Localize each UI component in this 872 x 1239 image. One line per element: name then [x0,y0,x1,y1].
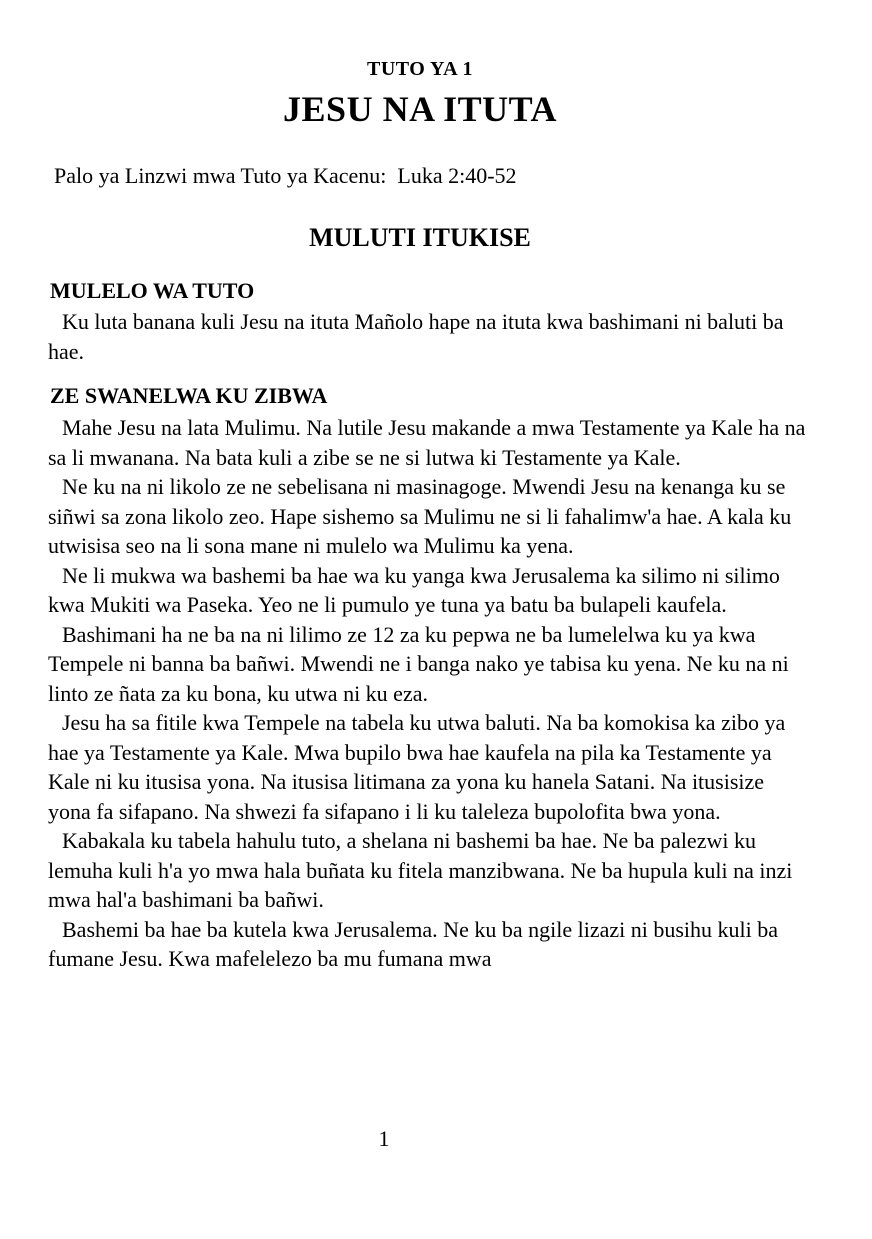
background-heading: ZE SWANELWA KU ZIBWA [50,383,328,408]
body-paragraph: Ne li mukwa wa bashemi ba hae wa ku yanga kwa Jerusalema ka silimo ni silimo kwa Mukiti wa Paseka. Yeo ne li pumulo ye tuna ya batu ba bulapeli kaufela. [48,562,780,617]
reading-reference: Palo ya Linzwi mwa Tuto ya Kacenu: Luka 2:40-52 [54,163,517,188]
aim-section [48,307,808,366]
body-paragraph: Bashimani ha ne ba na ni lilimo ze 12 za ku pepwa ne ba lumelelwa ku ya kwa Tempele ni banna ba bañwi. Mwendi ne i banga nako ye tabisa ku yena. Ne ku na ni linto ze ñata za ku bona, ku utwa ni ku eza. [48,621,789,706]
body-paragraph: Jesu ha sa fitile kwa Tempele na tabela ku utwa baluti. Na ba komokisa ka zibo ya hae ya Testamente ya Kale. Mwa bupilo bwa hae kaufela na pila ka Testamente ya Kale ni ku itusisa yona. Na itusisa litimana za yona ku hanela Satani. Na itusisize yona fa sifapano. Na shwezi fa sifapano i li ku taleleza bupolofita bwa yona. [48,710,786,824]
body-paragraph: Ne ku na ni likolo ze ne sebelisana ni masinagoge. Mwendi Jesu na kenanga ku se siñwi sa zona likolo zeo. Hape sishemo sa Mulimu ne si li fahalimw'a hae. A kala ku utwisisa seo na li sona mane ni mulelo wa Mulimu ka yena. [48,474,792,558]
body-paragraph: Bashemi ba hae ba kutela kwa Jerusalema. Ne ku ba ngile lizazi ni busihu kuli ba fumane Jesu. Kwa mafelelezo ba mu fumana mwa [48,916,778,971]
background-section [48,413,808,974]
lesson-label: TUTO YA 1 [366,58,474,80]
aim-paragraph: Ku luta banana kuli Jesu na ituta Mañolo hape na ituta kwa bashimani ni baluti ba hae. [48,309,784,364]
page-number: 1 [378,1126,390,1151]
body-paragraph: Mahe Jesu na lata Mulimu. Na lutile Jesu makande a mwa Testamente ya Kale ha na sa li mwanana. Na bata kuli a zibe se ne si lutwa ki Testamente ya Kale. [48,415,806,470]
section-title: MULUTI ITUKISE [309,223,531,252]
lesson-title: JESU NA ITUTA [283,89,557,129]
aim-heading: MULELO WA TUTO [50,278,255,303]
body-paragraph: Kabakala ku tabela hahulu tuto, a shelana ni bashemi ba hae. Ne ba palezwi ku lemuha kuli h'a yo mwa hala buñata ku fitela manzibwana. Ne ba hupula kuli na inzi mwa hal'a bashimani ba bañwi. [48,828,793,912]
